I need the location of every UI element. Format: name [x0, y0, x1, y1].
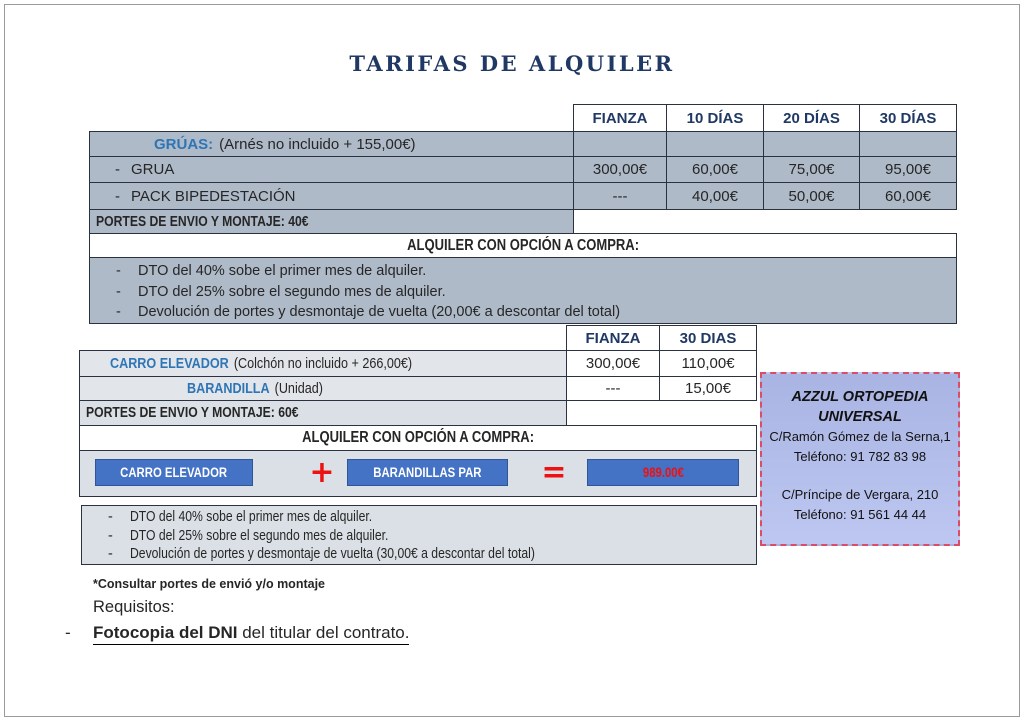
list-dash: - [115, 187, 120, 205]
col-header-10dias: 10 DÍAS [667, 105, 764, 132]
empty-cell [90, 105, 574, 132]
gruas-table [89, 104, 957, 324]
col-header-20dias: 20 DÍAS [764, 105, 860, 132]
barandilla-label-cell [80, 377, 567, 401]
carro-portes-row [80, 401, 757, 426]
contact-address-2: C/Príncipe de Vergara, 210 [781, 487, 939, 502]
pack-20dias: 50,00€ [764, 183, 860, 210]
list-dash: - [108, 509, 113, 525]
carro-elevador-chip [95, 459, 253, 486]
gruas-portes-cell [90, 210, 574, 234]
carro-compra-text: ALQUILER CON OPCIÓN A COMPRA: [302, 429, 534, 446]
carro-portes-cell [80, 401, 567, 426]
gruas-compra-text: ALQUILER CON OPCIÓN A COMPRA: [407, 236, 639, 254]
gruas-section-note: (Arnés no incluido + 155,00€) [219, 135, 416, 153]
list-dash: - [65, 623, 71, 642]
pack-30dias: 60,00€ [860, 183, 957, 210]
gruas-compra-cell [90, 234, 957, 258]
list-dash: - [108, 546, 113, 562]
pack-fianza: --- [574, 183, 667, 210]
spacer [762, 466, 958, 485]
empty-cell [567, 401, 757, 426]
table-row-barandilla [80, 377, 757, 401]
carro-header-row [80, 326, 757, 351]
document-page [4, 4, 1020, 717]
requisitos-heading: Requisitos: [93, 598, 175, 616]
grua-30dias: 95,00€ [860, 157, 957, 183]
barandilla-label-wrap [187, 380, 323, 397]
empty-gray-cell [860, 132, 957, 157]
table-row-pack-bipedestacion [90, 183, 957, 210]
carro-compra-row [80, 426, 757, 451]
company-name-line1: AZZUL ORTOPEDIA [791, 389, 929, 405]
col-header-fianza-2: FIANZA [567, 326, 660, 351]
carro-portes-text: PORTES DE ENVIO Y MONTAJE: 60€ [86, 405, 299, 421]
barandillas-par-chip-label: BARANDILLAS PAR [373, 465, 482, 480]
list-item [90, 282, 956, 303]
gruas-section-label-cell [90, 132, 574, 157]
gruas-bullet-3: Devolución de portes y desmontaje de vuelta (20,00€ a descontar del total) [138, 304, 621, 321]
list-item [82, 508, 756, 527]
col-header-fianza: FIANZA [574, 105, 667, 132]
barandilla-30dias: 15,00€ [660, 377, 757, 401]
gruas-conditions-list [90, 258, 956, 323]
list-item [90, 261, 956, 282]
list-dash: - [116, 283, 121, 300]
bundle-price: 989.00€ [642, 465, 684, 480]
carro-30dias: 110,00€ [660, 351, 757, 377]
dni-requirement-rest: del titular del contrato. [237, 623, 410, 642]
carro-bullet-2: DTO del 25% sobre el segundo mes de alquiler. [130, 527, 389, 544]
carro-label: CARRO ELEVADOR [110, 355, 229, 372]
list-item [90, 302, 956, 323]
col-header-30dias: 30 DÍAS [860, 105, 957, 132]
dni-requirement-text [93, 623, 409, 645]
gruas-conditions-cell [90, 258, 957, 324]
carro-label-cell [80, 351, 567, 377]
pack-label: PACK BIPEDESTACIÓN [131, 187, 296, 205]
grua-20dias: 75,00€ [764, 157, 860, 183]
empty-cell [574, 210, 957, 234]
empty-gray-cell [574, 132, 667, 157]
grua-fianza: 300,00€ [574, 157, 667, 183]
gruas-bullet-1: DTO del 40% sobe el primer mes de alquiler. [138, 263, 427, 280]
pack-label-cell [90, 183, 574, 210]
gruas-compra-row [90, 234, 957, 258]
gruas-portes-row [90, 210, 957, 234]
empty-gray-cell [764, 132, 860, 157]
list-dash: - [116, 304, 121, 321]
table-row-carro-elevador [80, 351, 757, 377]
carro-bullet-3: Devolución de portes y desmontaje de vuelta (30,00€ a descontar del total) [130, 546, 535, 562]
grua-10dias: 60,00€ [667, 157, 764, 183]
bundle-price-chip [587, 459, 739, 486]
contact-box [760, 372, 960, 546]
carro-label-wrap [110, 355, 412, 372]
col-header-30dias-2: 30 DIAS [660, 326, 757, 351]
empty-gray-cell [667, 132, 764, 157]
barandillas-par-chip [347, 459, 508, 486]
carro-bullet-1: DTO del 40% sobe el primer mes de alquiler. [130, 509, 373, 525]
list-dash: - [108, 527, 113, 544]
contact-address-1: C/Ramón Gómez de la Serna,1 [769, 429, 951, 444]
carro-elevador-chip-label: CARRO ELEVADOR [120, 465, 228, 480]
carro-conditions-block [81, 505, 757, 565]
gruas-header-row [90, 105, 957, 132]
gruas-section-row [90, 132, 957, 157]
list-item [82, 527, 756, 546]
gruas-portes-text: PORTES DE ENVIO Y MONTAJE: 40€ [96, 213, 309, 230]
equals-icon: = [541, 455, 567, 490]
pack-10dias: 40,00€ [667, 183, 764, 210]
grua-label-cell [90, 157, 574, 183]
contact-phone-1: Teléfono: 91 782 83 98 [793, 448, 927, 464]
page-title: TARIFAS DE ALQUILER [349, 51, 675, 76]
contact-phone-2: Teléfono: 91 561 44 44 [793, 506, 927, 522]
company-name-line2: UNIVERSAL [818, 409, 902, 425]
dni-requirement-line [65, 623, 409, 645]
carro-formula-row [80, 451, 757, 497]
barandilla-label: BARANDILLA [187, 380, 270, 397]
portes-footnote: *Consultar portes de envió y/o montaje [93, 577, 325, 591]
empty-cell [80, 326, 567, 351]
list-dash: - [116, 263, 121, 280]
carro-note: (Colchón no incluido + 266,00€) [233, 355, 413, 372]
list-item [82, 545, 756, 564]
carro-table [79, 325, 757, 497]
barandilla-note: (Unidad) [274, 380, 323, 397]
grua-label: GRUA [131, 161, 175, 178]
list-dash: - [115, 161, 120, 178]
bundle-formula [80, 451, 756, 496]
dni-requirement-bold: Fotocopia del DNI [93, 623, 238, 642]
carro-fianza: 300,00€ [567, 351, 660, 377]
plus-icon: + [309, 455, 335, 490]
gruas-section-label: GRÚAS: [154, 135, 214, 153]
carro-compra-cell [80, 426, 757, 451]
carro-formula-cell [80, 451, 757, 497]
gruas-conditions-row [90, 258, 957, 324]
gruas-bullet-2: DTO del 25% sobre el segundo mes de alquiler. [138, 283, 446, 300]
table-row-grua [90, 157, 957, 183]
barandilla-fianza: --- [567, 377, 660, 401]
